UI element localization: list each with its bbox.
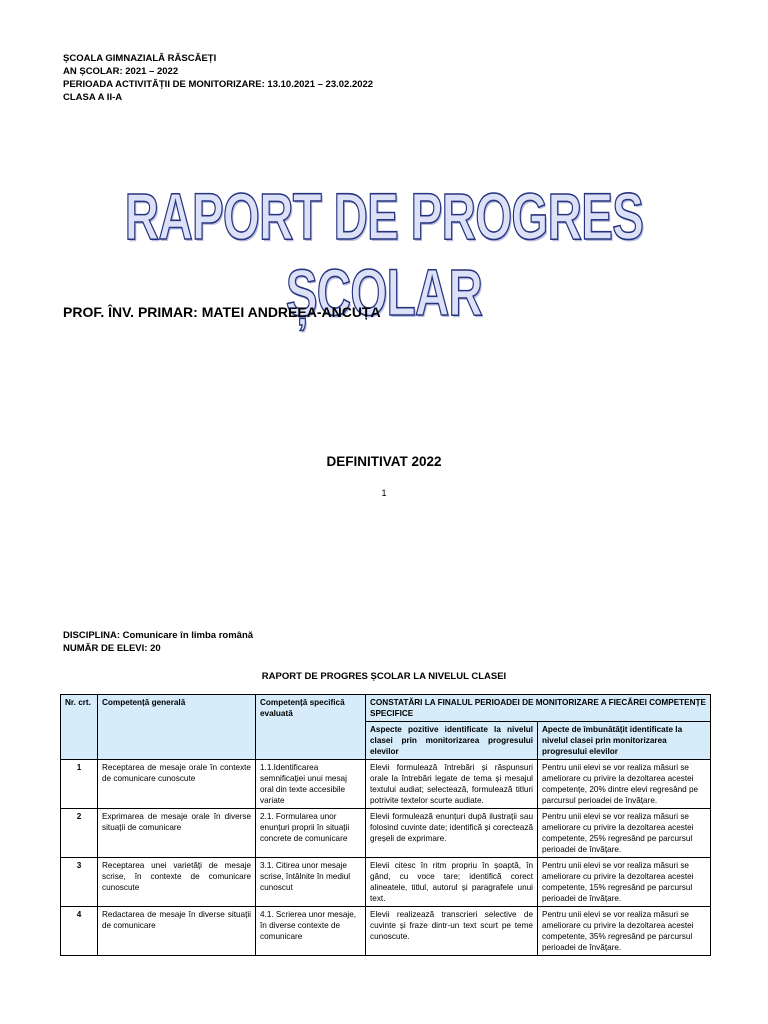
table-row — [61, 809, 711, 858]
row-improve: Pentru unii elevi se vor realiza măsuri se ameliorare cu privire la dezoltarea acestei competente, 15% regresând pe parcursul perioadei de învățare. — [538, 858, 711, 907]
row-general: Receptarea de mesaje orale în contexte de comunicare cunoscute — [98, 760, 256, 809]
header-specific: Competență specifică evaluată — [256, 695, 366, 760]
row-improve: Pentru unii elevi se vor realiza măsuri se ameliorare cu privire la dezoltarea acestei competente, 35% regresând pe parcursul perioadei de învățare. — [538, 907, 711, 956]
monitoring-period: PERIOADA ACTIVITĂȚII DE MONITORIZARE: 13.10.2021 – 23.02.2022 — [63, 79, 374, 90]
school-year: AN ȘCOLAR: 2021 – 2022 — [63, 66, 179, 77]
report-title: RAPORT DE PROGRES ȘCOLAR — [124, 179, 644, 329]
row-positive: Elevii formulează întrebări și răspunsuri orale la întrebări legate de tema și mesajul textului audiat; selectează, formulează titluri potrivite textelor scurte audiate. — [366, 760, 538, 809]
header-general: Competență generală — [98, 695, 256, 760]
row-nr: 3 — [61, 858, 98, 907]
row-positive: Elevii formulează enunțuri după ilustrații sau folosind cuvinte date; identifică și corectează greșeli de exprimare. — [366, 809, 538, 858]
row-nr: 2 — [61, 809, 98, 858]
page-number: 1 — [381, 488, 387, 498]
row-general: Receptarea unei varietăți de mesaje scrise, în contexte de comunicare cunoscute — [98, 858, 256, 907]
row-specific: 2.1. Formularea unor enunțuri proprii în situații concrete de comunicare — [256, 809, 366, 858]
row-improve: Pentru unii elevi se vor realiza măsuri se ameliorare cu privire la dezoltarea acestei competențe, 20% dintre elevi regresând pe parcursul perioadei de învățare. — [538, 760, 711, 809]
document-header — [63, 52, 373, 104]
row-positive: Elevii citesc în ritm propriu în șoaptă, în gând, cu voce tare; identifică corect alineatele, titlul, autorul și paragrafele unui text. — [366, 858, 538, 907]
row-specific: 1.1.Identificarea semnificației unui mesaj oral din texte accesibile variate — [256, 760, 366, 809]
row-positive: Elevii realizează transcrieri selective de cuvinte și fraze dintr-un text scurt pe teme cunoscute. — [366, 907, 538, 956]
row-nr: 1 — [61, 760, 98, 809]
header-nr: Nr. crt. — [61, 695, 98, 760]
row-improve: Pentru unii elevi se vor realiza măsuri se ameliorare cu privire la dezoltarea acestei competente, 25% regresând pe parcursul perioadei de învățare. — [538, 809, 711, 858]
discipline: DISCIPLINA: Comunicare în limba română — [63, 630, 254, 641]
row-specific: 4.1. Scrierea unor mesaje, în diverse contexte de comunicare — [256, 907, 366, 956]
table-header-row — [61, 695, 711, 722]
row-specific: 3.1. Citirea unor mesaje scrise, întâlnite în mediul cunoscut — [256, 858, 366, 907]
row-general: Redactarea de mesaje în diverse situații de comunicare — [98, 907, 256, 956]
discipline-info — [63, 629, 253, 655]
exam-label: DEFINITIVAT 2022 — [326, 454, 442, 469]
row-general: Exprimarea de mesaje orale în diverse situații de comunicare — [98, 809, 256, 858]
header-improve: Apecte de îmbunătățit identificate la nivelul clasei prin monitorizarea progresului elevilor — [538, 722, 711, 760]
header-positive: Aspecte pozitive identificate la nivelul clasei prin monitorizarea progresului elevilor — [366, 722, 538, 760]
teacher-name: PROF. ÎNV. PRIMAR: MATEI ANDREEA-ANCUȚA — [63, 304, 381, 320]
header-findings: CONSTATĂRI LA FINALUL PERIOADEI DE MONITORIZARE A FIECĂREI COMPETENȚE SPECIFICE — [366, 695, 711, 722]
table-title: RAPORT DE PROGRES ȘCOLAR LA NIVELUL CLASEI — [261, 671, 507, 682]
school-name: ȘCOALA GIMNAZIALĂ RĂSCĂEȚI — [63, 53, 217, 64]
table-row — [61, 858, 711, 907]
progress-table — [60, 694, 711, 956]
table-row — [61, 760, 711, 809]
table-row — [61, 907, 711, 956]
student-count: NUMĂR DE ELEVI: 20 — [63, 643, 161, 654]
class-name: CLASA A II-A — [63, 92, 123, 103]
row-nr: 4 — [61, 907, 98, 956]
